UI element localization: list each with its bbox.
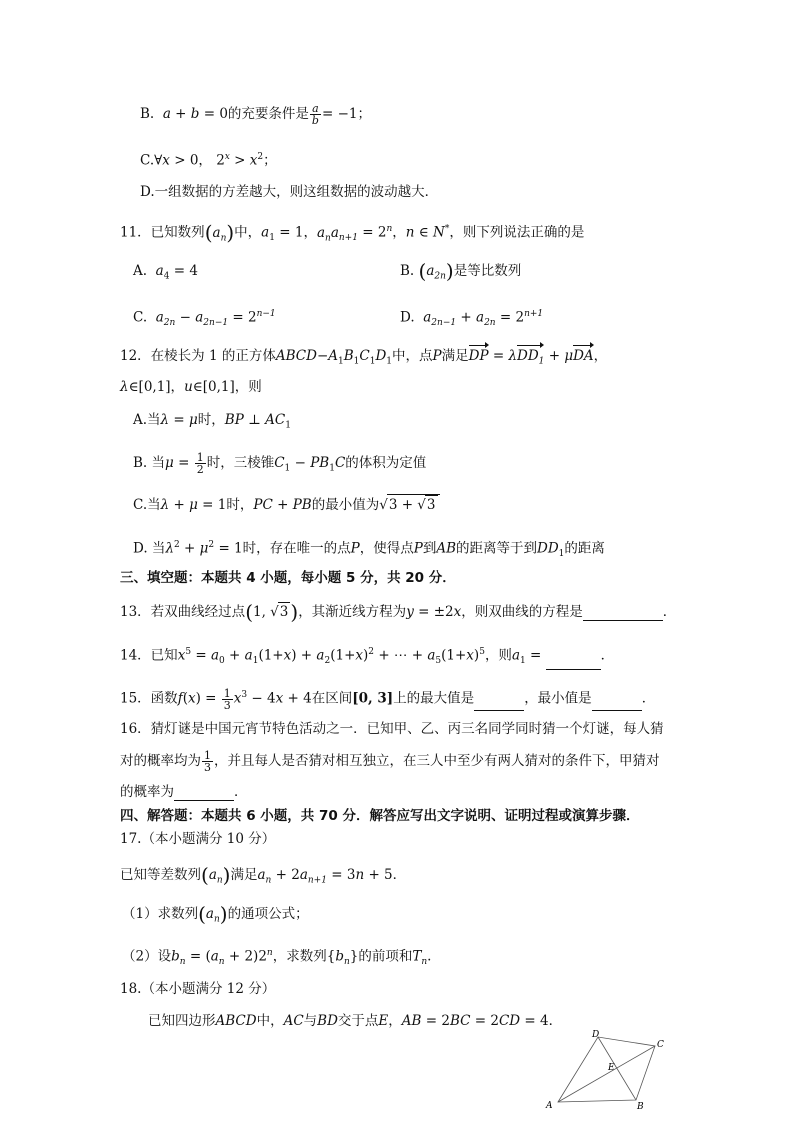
section-4-heading: 四、解答题：本题共 6 小题，共 70 分．解答应写出文字说明、证明过程或演算步骤． [120, 808, 640, 824]
q14: 14．已知$x^5 = a_0 + a_1(1+x) + a_2(1+x)^2$ + ⋯ + $a_5(1+x)^5$，则$a_1$ = ． [120, 643, 614, 670]
q18-stem: 已知四边形ABCD中，AC与BD交于点E，AB = 2BC = 2CD = 4． [148, 1013, 563, 1029]
label-c: C [657, 1040, 664, 1050]
q11-option-a: A. $a_4 = 4$ [133, 263, 198, 282]
q17-part2: （2）设$b_n = (a_n + 2)2^n$，求数列$\{b_n\}$的前项和$T_n$. [122, 948, 432, 968]
q11-option-b: B. $(a_{2n})$是等比数列 [400, 259, 522, 283]
q17-stem: 已知等差数列$(a_n)$满足$a_n + 2a_{n+1} = 3n + 5$． [120, 863, 407, 887]
label-b: B [637, 1102, 644, 1112]
q16-line2: 对的概率均为 $\frac{1}{3}$ ，并且每人是否猜对相互独立，在三人中至少有两人猜对的条件下，甲猜对 [120, 749, 660, 774]
q13-answer-blank[interactable] [583, 606, 663, 621]
label-d: D [592, 1030, 600, 1040]
q15-min-blank[interactable] [592, 696, 642, 711]
q12-option-a: A.当λ = μ时，BP ⊥ $AC_1$ [133, 412, 291, 431]
q16-answer-blank[interactable] [174, 786, 234, 801]
q11-option-c: C. $a_{2n} - a_{2n-1} = 2^{n-1}$ [133, 309, 276, 329]
quadrilateral-figure [540, 1028, 670, 1113]
q18-header: 18.（本小题满分 12 分） [120, 981, 276, 997]
q11-option-d: D. $a_{2n-1} + a_{2n} = 2^{n+1}$ [400, 309, 544, 329]
q16-line1: 16．猜灯谜是中国元宵节特色活动之一．已知甲、乙、丙三名同学同时猜一个灯谜，每人猜 [120, 721, 664, 737]
q11-stem: 11．已知数列$(a_n)$中，$a_1 = 1$，$a_na_{n+1} = 2^n$，n ∈ N*，则下列说法正确的是 [120, 220, 585, 245]
q12-option-c: C.当λ + μ = 1时，PC + PB的最小值为√3 + √3 [133, 494, 440, 514]
q16-line3: 的概率为 ． [120, 784, 248, 800]
q12-option-b: B. 当μ = $\frac{1}{2}$ 时，三棱锥$C_1 - PB_1C$的体积为定值 [133, 451, 427, 476]
q15-max-blank[interactable] [474, 696, 524, 711]
q10-option-b: B. a + b = 0的充要条件是 $\frac{a}{b}$ = −1； [140, 102, 371, 127]
q17-header: 17.（本小题满分 10 分） [120, 831, 276, 847]
label-a: A [546, 1101, 553, 1111]
q10-option-d: D.一组数据的方差越大，则这组数据的波动越大． [140, 184, 439, 200]
section-3-heading: 三、填空题：本题共 4 小题，每小题 5 分，共 20 分． [120, 570, 456, 586]
label-e: E [608, 1063, 615, 1073]
q17-part1: （1）求数列$(a_n)$的通项公式； [122, 902, 309, 926]
q12-option-d: D. 当$\lambda^2 + \mu^2 = 1$时，存在唯一的点P，使得点P到AB的距离等于到$DD_1$的距离 [133, 540, 605, 560]
q10-option-c: C.∀x > 0， $2^x > x^2$； [140, 152, 277, 169]
q12-stem-line2: λ∈[0,1]，u∈[0,1]，则 [120, 379, 262, 395]
q13: 13．若双曲线经过点(1, √3 )，其渐近线方程为y = ±2x，则双曲线的方程是 ． [120, 600, 677, 624]
q14-answer-blank[interactable] [546, 655, 601, 670]
q15: 15．函数f(x) = $\frac{1}{3}$ $x^3 - 4x + 4$在区间[0, 3]上的最大值是 ，最小值是 ． [120, 686, 656, 712]
q12-stem-line1: 12．在棱长为 1 的正方体$ABCD-A_1B_1C_1D_1$中，点P满足DP = λDD$_1$ + μDA， [120, 347, 607, 371]
